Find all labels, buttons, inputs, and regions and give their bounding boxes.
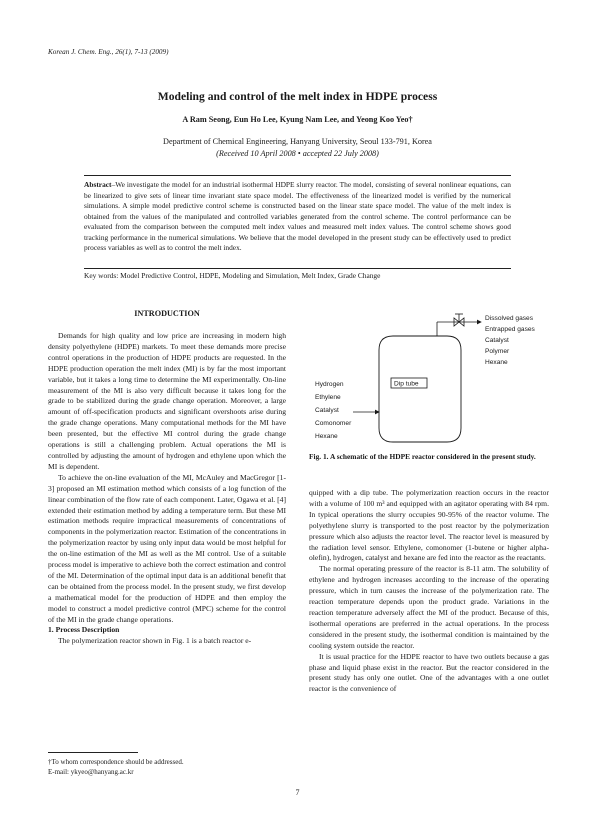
outlet-label: Catalyst (485, 337, 509, 344)
journal-citation: Korean J. Chem. Eng., 26(1), 7-13 (2009) (48, 48, 169, 56)
dip-tube-label: Dip tube (394, 380, 419, 388)
outlet-label: Polymer (485, 348, 510, 355)
footnote-email: E-mail: ykyeo@hanyang.ac.kr (48, 768, 134, 776)
keywords: Key words: Model Predictive Control, HDPE, Modeling and Simulation, Melt Index, Grade Change (84, 271, 381, 280)
outlet-label: Hexane (485, 359, 508, 366)
figure-1-caption (309, 452, 549, 462)
inlet-label: Comonomer (315, 420, 352, 427)
caption-text: A schematic of the HDPE reactor considered in the present study. (329, 452, 536, 461)
affiliation: Department of Chemical Engineering, Hanyang University, Seoul 133-791, Korea (163, 137, 432, 146)
footnote-rule (48, 752, 138, 753)
subsection-heading-process-description: 1. Process Description (48, 625, 120, 635)
right-paragraph-2: The normal operating pressure of the reactor is 8-11 atm. The solubility of ethylene and hydrogen increases according to the increase of the operating pressure, which in turn causes the increase of the polymerization rate. The reaction temperature depends upon the product grade. Variations in the reaction temperature adversely affect the MI of the product. Because of this, isothermal operations are preferred in the actual operations. In the process considered in the present study, the isothermal condition is maintained by the cooling system outside the reactor. (309, 564, 549, 650)
abstract-bottom-rule (84, 268, 511, 269)
outlet-label: Entrapped gases (485, 326, 535, 333)
left-column (48, 331, 286, 647)
author-list: A Ram Seong, Eun Ho Lee, Kyung Nam Lee, and Yeong Koo Yeo† (182, 115, 413, 124)
abstract-label: Abstract (84, 180, 112, 189)
caption-label: Fig. 1. (309, 452, 329, 461)
right-column (309, 488, 549, 695)
reactor-vessel (379, 336, 461, 442)
footnote (48, 757, 184, 777)
intro-paragraph-2: To achieve the on-line evaluation of the MI, McAuley and MacGregor [1-3] proposed an MI estimation method which consists of a log function of the linear combination of the flow rate of each component. Later, Ogawa et al. [4] extended their estimation method by adding a temperature term. But these MI estimation methods require impractical measurements of concentrations of components in the polymerization reactor. Estimation of the concentrations in the polymerization reactor by using only input data would be most helpful for the on-line estimation of the MI as well as the MI control. Use of a suitable process model is imperative to achieve both the correct estimation and control of the MI. Determination of the optimal input data is an additional benefit that can be obtained from the process model. In the present study, we first develop a mathematical model for the production of HDPE and then employ the model to construct a model predictive control (MPC) scheme for the control of the MI in the grade change operations. (48, 472, 286, 624)
paper-title: Modeling and control of the melt index in HDPE process (157, 90, 438, 103)
abstract-top-rule (84, 175, 511, 176)
abstract (84, 180, 511, 254)
inlet-label: Hydrogen (315, 381, 344, 388)
intro-paragraph-1: Demands for high quality and low price are increasing in modern high density polyethylene (HDPE) markets. To meet these demands more precise control operations in the production of HDPE products are requested. In the HDPE production operation the melt index (MI) is by far the most important variable, but it takes a long time to determine the MI experimentally. On-line measurement of the MI is also very difficult because it takes long for the grade to be stabilized during the grade change operation. Moreover, a large amount of off-specification products and significant overshoots arise during the grade change operations. Many computational methods for the MI have been presented, but the effective MI control during the grade change operations is still a challenging problem. Actual operations the MI is controlled by adjusting the amount of hydrogen and ethylene upon which the MI is dependent. (48, 331, 286, 471)
figure-1-reactor-schematic (309, 308, 549, 450)
right-paragraph-3: It is usual practice for the HDPE reactor to have two outlets because a gas phase and liquid phase exist in the reactor. But the reactor considered in the present study has only one outlet. One of the advantages with a one outlet reactor is the convenience of (309, 651, 549, 694)
section-heading-introduction: INTRODUCTION (134, 309, 200, 318)
page-number: 7 (295, 788, 300, 797)
footnote-correspondence: †To whom correspondence should be addressed. (48, 758, 184, 766)
inlet-label: Catalyst (315, 407, 339, 414)
inlet-label: Hexane (315, 433, 338, 440)
received-dates: (Received 10 April 2008 • accepted 22 July 2008) (216, 149, 379, 158)
inlet-label: Ethylene (315, 394, 341, 401)
abstract-text: –We investigate the model for an industrial isothermal HDPE slurry reactor. The model, consisting of several nonlinear equations, can be linearized to give sets of linear time invariant state space model. The effectiveness of the linearized model is verified by the numerical simulations. A simple model predictive control scheme is constructed based on the linear state space model. The value of the melt index is obtained from the values of the manipulated and controlled variables generated from the control scheme. The control performance can be evaluated from the comparison between the computed melt index values and measured melt index values. The control scheme shows good tracking performance in the numerical simulations. We believe that the model developed in the present study can be effectively used to predict process variables as well as to control the melt index. (84, 180, 511, 252)
intro-paragraph-3: The polymerization reactor shown in Fig. 1 is a batch reactor e- (58, 636, 252, 646)
right-paragraph-1: quipped with a dip tube. The polymerization reaction occurs in the reactor with a volume of 100 m³ and equipped with an agitator operating with 84 rpm. In typical operations the slurry occupies 90-95% of the reactor volume. The polyethylene slurry is transported to the post reactor by the polymerization pressure which also adjusts the reactor level. The reactor level is measured by the radiation level sensor. Ethylene, comonomer (1-butene or higher alpha-olefin), hydrogen, catalyst and hexane are fed into the reactor as the reactants. (309, 488, 549, 563)
outlet-label: Dissolved gases (485, 315, 534, 322)
